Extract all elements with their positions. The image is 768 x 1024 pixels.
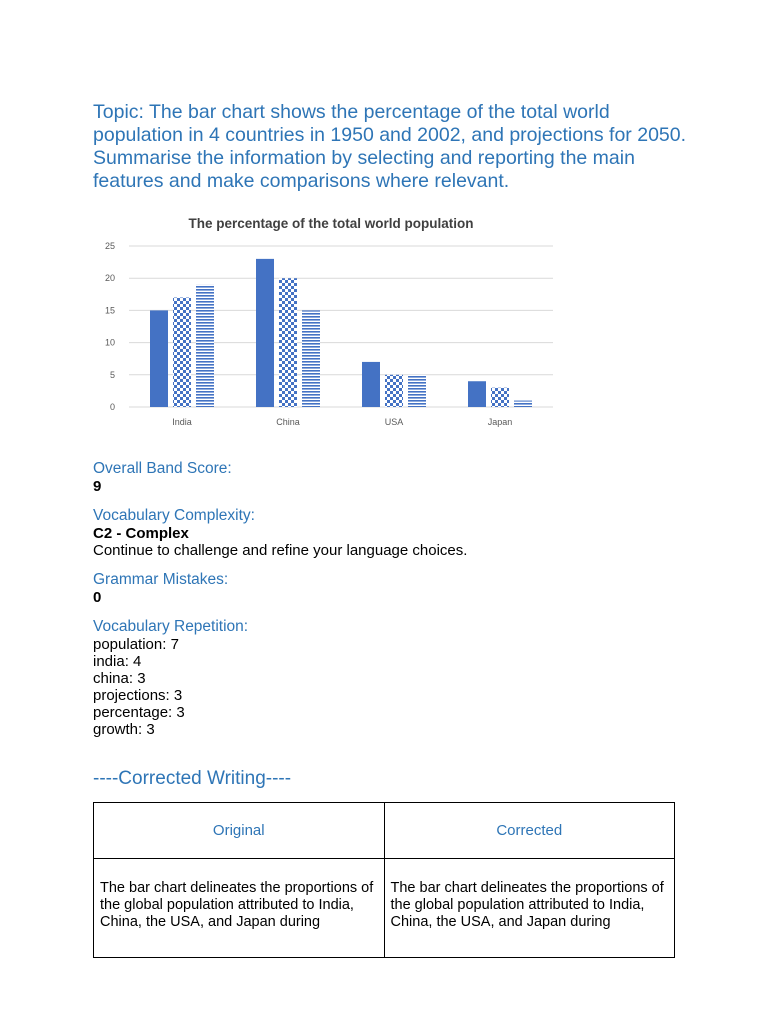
repetition-item: percentage: 3 bbox=[93, 704, 185, 721]
overall-band-value: 9 bbox=[93, 478, 102, 495]
overall-band-section bbox=[93, 460, 653, 495]
repetition-section bbox=[93, 618, 653, 738]
y-tick-label: 20 bbox=[104, 273, 115, 284]
overall-band-label: Overall Band Score: bbox=[93, 460, 232, 477]
bar-india-2050 bbox=[196, 285, 214, 407]
repetition-item: india: 4 bbox=[93, 653, 142, 670]
column-header-original: Original bbox=[94, 803, 385, 859]
grammar-label: Grammar Mistakes: bbox=[93, 571, 229, 588]
repetition-item: projections: 3 bbox=[93, 687, 183, 704]
bar-japan-2002 bbox=[491, 388, 509, 407]
bar-china-1950 bbox=[256, 259, 274, 407]
bar-usa-2050 bbox=[408, 375, 426, 407]
chart-title: The percentage of the total world population bbox=[188, 216, 474, 231]
bar-japan-1950 bbox=[468, 381, 486, 407]
x-tick-label: India bbox=[172, 417, 192, 427]
corrected-text-cell: The bar chart delineates the proportions of the global population attributed to India, China, the USA, and Japan during bbox=[384, 859, 675, 958]
bar-china-2002 bbox=[279, 278, 297, 407]
chart-svg bbox=[93, 202, 566, 428]
y-tick-label: 0 bbox=[109, 402, 115, 412]
y-tick-label: 5 bbox=[109, 369, 115, 380]
vocab-complexity-section bbox=[93, 507, 653, 559]
bar-usa-2002 bbox=[385, 375, 403, 407]
topic-text: Topic: The bar chart shows the percentage of the total world population in 4 countries in 1950 and 2002, and projections for 2050. Summarise the information by selecting and reporting the main features and make comparisons where relevant. bbox=[93, 101, 687, 192]
grammar-section bbox=[93, 571, 653, 606]
bar-india-2002 bbox=[173, 298, 191, 407]
vocab-complexity-advice: Continue to challenge and refine your language choices. bbox=[93, 542, 468, 559]
y-tick-label: 15 bbox=[104, 305, 115, 316]
repetition-item: population: 7 bbox=[93, 636, 179, 653]
bar-india-1950 bbox=[150, 310, 168, 407]
bar-chart bbox=[93, 202, 566, 428]
vocab-complexity-level: C2 - Complex bbox=[93, 525, 189, 542]
table-header-row bbox=[94, 803, 675, 859]
bar-china-2050 bbox=[302, 310, 320, 407]
bar-japan-2050 bbox=[514, 401, 532, 407]
repetition-label: Vocabulary Repetition: bbox=[93, 618, 249, 635]
repetition-item: china: 3 bbox=[93, 670, 146, 687]
comparison-table bbox=[93, 802, 675, 958]
x-tick-label: Japan bbox=[487, 417, 513, 427]
x-tick-label: USA bbox=[384, 417, 404, 427]
y-tick-label: 10 bbox=[104, 337, 115, 348]
x-tick-label: China bbox=[276, 417, 300, 427]
repetition-item: growth: 3 bbox=[93, 721, 155, 738]
column-header-corrected: Corrected bbox=[384, 803, 675, 859]
vocab-complexity-label: Vocabulary Complexity: bbox=[93, 507, 255, 524]
original-text-cell: The bar chart delineates the proportions of the global population attributed to India, China, the USA, and Japan during bbox=[94, 859, 385, 958]
y-tick-label: 25 bbox=[104, 241, 115, 251]
repetition-list bbox=[93, 636, 653, 738]
bar-usa-1950 bbox=[362, 362, 380, 407]
grammar-value: 0 bbox=[93, 589, 102, 606]
corrected-writing-heading: ----Corrected Writing---- bbox=[93, 768, 292, 789]
table-row bbox=[94, 859, 675, 958]
